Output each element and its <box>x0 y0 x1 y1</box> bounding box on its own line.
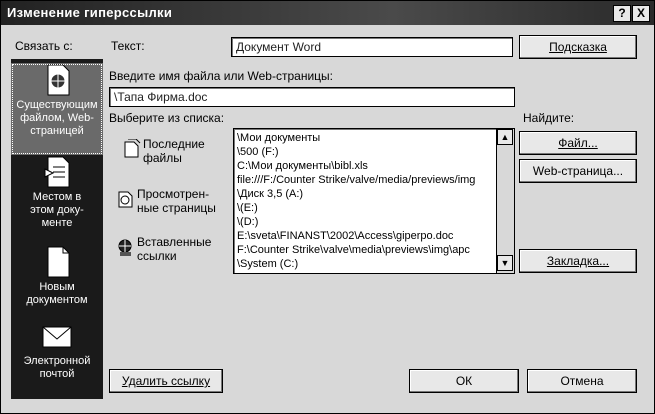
ok-button[interactable] <box>409 369 519 393</box>
recent-files-option[interactable] <box>123 137 231 171</box>
screentip-button[interactable] <box>519 35 637 59</box>
link-to-email-button[interactable] <box>11 319 103 399</box>
browse-file-button[interactable] <box>519 131 637 155</box>
link-to-place-in-document-button[interactable] <box>11 151 103 239</box>
bookmark-button-label: Закладка... <box>546 254 610 268</box>
list-item[interactable]: \System (C:) <box>237 258 299 270</box>
list-item[interactable]: E:\sveta\FINANST\2002\Access\giperpo.doc <box>237 230 454 242</box>
option-label-line: ные страницы <box>137 201 216 215</box>
option-label-line: ссылки <box>137 249 177 263</box>
address-label: Введите имя файла или Web-страницы: <box>109 69 333 83</box>
browsed-pages-icon <box>117 189 135 209</box>
option-label-line: файлы <box>143 151 182 165</box>
recent-files-list[interactable] <box>233 128 515 274</box>
find-label: Найдите: <box>523 111 575 125</box>
link-item-label-line: Электронной <box>23 355 91 367</box>
address-value: \Тапа Фирма.doc <box>114 90 208 104</box>
option-label-line: Вставленные <box>137 235 212 249</box>
remove-link-button-label: Удалить ссылку <box>121 374 211 388</box>
link-item-label-line: Существующим <box>16 99 98 111</box>
bookmark-button[interactable] <box>519 249 637 273</box>
list-item[interactable]: \500 (F:) <box>237 146 279 158</box>
link-item-label-line: Местом в <box>32 191 82 203</box>
dialog-title: Изменение гиперссылки <box>7 5 173 20</box>
cancel-button[interactable] <box>527 369 637 393</box>
new-document-icon <box>41 245 73 279</box>
text-label: Текст: <box>111 39 145 53</box>
help-button[interactable]: ? <box>613 5 631 22</box>
cancel-button-label: Отмена <box>560 374 604 388</box>
link-to-label: Связать с: <box>15 39 73 53</box>
list-item[interactable]: \Диск 3,5 (A:) <box>237 188 304 200</box>
close-button[interactable]: X <box>632 5 650 22</box>
link-item-label-line: страницей <box>30 125 84 137</box>
list-item[interactable]: \(E:) <box>237 202 258 214</box>
list-item[interactable]: \Мои документы <box>237 132 321 144</box>
browsed-pages-option[interactable] <box>117 187 231 221</box>
link-item-label-line: почтой <box>39 368 75 380</box>
link-item-label-line: этом доку- <box>30 204 84 216</box>
link-item-label-line: файлом, Web- <box>20 112 94 124</box>
browse-file-button-label: Файл... <box>558 136 598 150</box>
link-item-label-line: менте <box>41 217 73 229</box>
remove-link-button[interactable] <box>109 369 223 393</box>
browse-web-button[interactable] <box>519 159 637 183</box>
display-text-input[interactable] <box>231 37 513 57</box>
inserted-links-icon <box>117 237 135 257</box>
list-item[interactable]: file:///F:/Counter Strike/valve/media/previews/img <box>237 174 476 186</box>
address-input[interactable] <box>109 87 515 107</box>
envelope-icon <box>40 321 74 353</box>
title-bar[interactable] <box>1 1 654 25</box>
scroll-down-button[interactable]: ▼ <box>497 255 513 271</box>
inserted-links-option[interactable] <box>117 235 231 269</box>
link-to-bar <box>11 59 103 399</box>
option-label-line: Просмотрен- <box>137 187 210 201</box>
list-item[interactable]: \(D:) <box>237 216 259 228</box>
ok-button-label: ОК <box>455 374 473 388</box>
browse-web-button-label: Web-страница... <box>532 164 624 178</box>
screentip-button-label: Подсказка <box>549 40 607 54</box>
link-to-existing-file-button[interactable] <box>11 63 103 155</box>
place-in-document-icon <box>41 155 73 189</box>
recent-files-icon <box>123 139 141 159</box>
link-item-label-line: Новым <box>39 281 75 293</box>
list-item[interactable]: C:\Мои документы\bibl.xls <box>237 160 368 172</box>
list-rows <box>234 129 496 273</box>
choose-from-list-label: Выберите из списка: <box>109 111 225 125</box>
link-to-new-document-button[interactable] <box>11 241 103 315</box>
link-item-label-line: документом <box>26 294 88 306</box>
globe-document-icon <box>41 63 73 97</box>
option-label-line: Последние <box>143 137 205 151</box>
list-item[interactable]: F:\Counter Strike\valve\media\previews\img\apc <box>237 244 470 256</box>
display-text-value: Документ Word <box>236 40 322 54</box>
scroll-up-button[interactable]: ▲ <box>497 129 513 145</box>
list-scrollbar[interactable] <box>496 129 514 273</box>
